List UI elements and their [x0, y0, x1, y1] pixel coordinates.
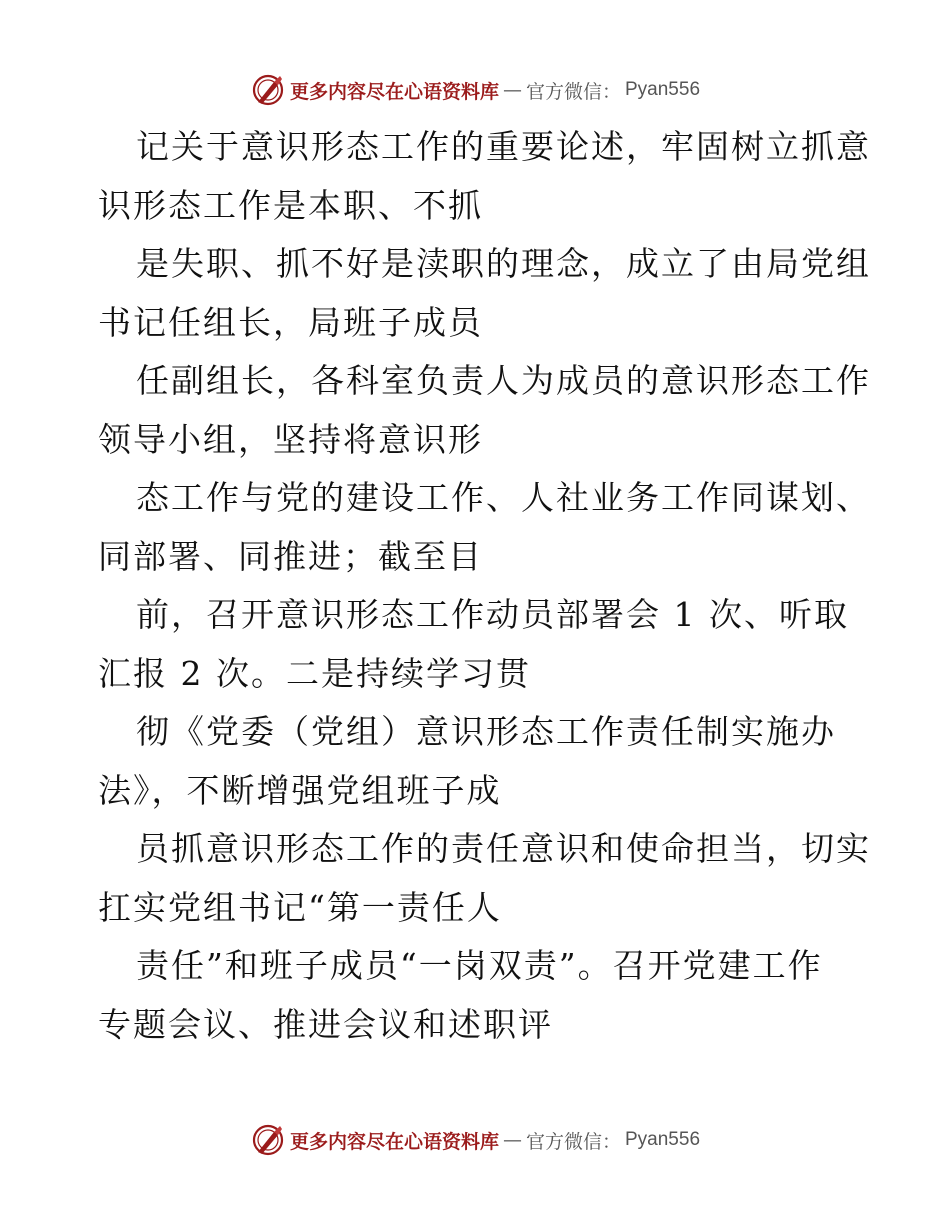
text-line: 员抓意识形态工作的责任意识和使命担当，切实: [136, 829, 871, 868]
footer-banner: [0, 1118, 950, 1162]
banner-wechat-id: Pyan556: [625, 1129, 701, 1150]
pen-circle-logo-icon: [250, 72, 286, 108]
text-line: 汇报 2 次。二是持续学习贯: [98, 653, 531, 693]
text-line: 彻《党委（党组）意识形态工作责任制实施办: [136, 712, 836, 751]
banner-site-name: 更多内容尽在心语资料库: [289, 1130, 499, 1153]
banner-wechat-id: Pyan556: [625, 79, 701, 100]
text-line: 责任”和班子成员“一岗双责”。召开党建工作: [136, 946, 823, 985]
pen-circle-logo-icon: [250, 1122, 286, 1158]
text-line: 法》，不断增强党组班子成: [98, 770, 502, 810]
text-line: 前，召开意识形态工作动员部署会 1 次、听取: [136, 595, 849, 634]
banner-site-name: 更多内容尽在心语资料库: [289, 80, 499, 103]
text-line: 态工作与党的建设工作、人社业务工作同谋划、: [136, 478, 871, 517]
text-line: 书记任组长，局班子成员: [98, 302, 483, 342]
banner-wechat-label: 官方微信：: [525, 80, 621, 103]
text-line: 专题会议、推进会议和述职评: [98, 1004, 553, 1044]
text-line: 任副组长，各科室负责人为成员的意识形态工作: [136, 361, 871, 400]
text-line: 是失职、抓不好是渎职的理念，成立了由局党组: [136, 244, 871, 283]
text-line: 扛实党组书记“第一责任人: [98, 887, 502, 927]
text-line: 记关于意识形态工作的重要论述，牢固树立抓意: [136, 127, 871, 166]
text-line: 领导小组，坚持将意识形: [98, 419, 483, 459]
text-line: 同部署、同推进；截至目: [98, 536, 483, 576]
document-body: [98, 118, 871, 1054]
text-line: 识形态工作是本职、不抓: [98, 185, 483, 225]
banner-separator: —: [502, 79, 522, 101]
header-banner: [0, 68, 950, 112]
banner-wechat-label: 官方微信：: [525, 1130, 621, 1153]
banner-separator: —: [502, 1129, 522, 1151]
